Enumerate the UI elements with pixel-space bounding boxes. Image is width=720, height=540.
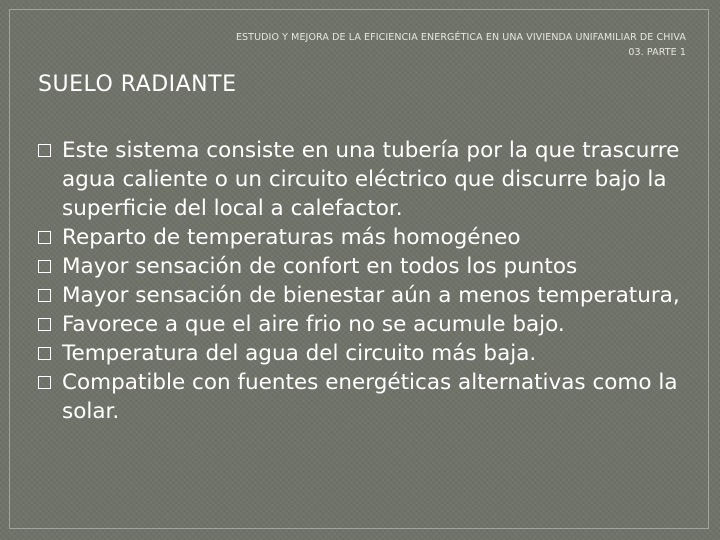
checkbox-bullet-icon — [38, 289, 51, 302]
checkbox-bullet-icon — [38, 144, 51, 157]
bullet-item — [34, 223, 694, 252]
bullet-text: Temperatura del agua del circuito más baja. — [62, 341, 537, 366]
header-line-1: ESTUDIO Y MEJORA DE LA EFICIENCIA ENERGÉTICA EN UNA VIVIENDA UNIFAMILIAR DE CHIVA — [235, 32, 686, 43]
bullet-text: Este sistema consiste en una tubería por la que trascurre agua caliente o un circuito eléctrico que discurre bajo la superficie del local a calefactor. — [62, 138, 680, 221]
slide-header — [126, 30, 686, 60]
checkbox-bullet-icon — [38, 260, 51, 273]
bullet-text: Mayor sensación de confort en todos los puntos — [62, 254, 578, 279]
bullet-item — [34, 368, 694, 426]
bullet-item — [34, 281, 694, 310]
bullet-item — [34, 252, 694, 281]
checkbox-bullet-icon — [38, 376, 51, 389]
bullet-item — [34, 310, 694, 339]
bullet-text: Compatible con fuentes energéticas alternativas como la solar. — [62, 370, 678, 424]
bullet-text: Reparto de temperaturas más homogéneo — [62, 225, 521, 250]
checkbox-bullet-icon — [38, 318, 51, 331]
bullet-list — [34, 136, 694, 426]
slide-title: SUELO RADIANTE — [38, 72, 237, 97]
checkbox-bullet-icon — [38, 231, 51, 244]
bullet-text: Favorece a que el aire frio no se acumule bajo. — [62, 312, 565, 337]
header-line-2: 03. PARTE 1 — [628, 47, 686, 58]
checkbox-bullet-icon — [38, 347, 51, 360]
bullet-item — [34, 339, 694, 368]
bullet-text: Mayor sensación de bienestar aún a menos temperatura, — [62, 283, 680, 308]
bullet-item — [34, 136, 694, 223]
